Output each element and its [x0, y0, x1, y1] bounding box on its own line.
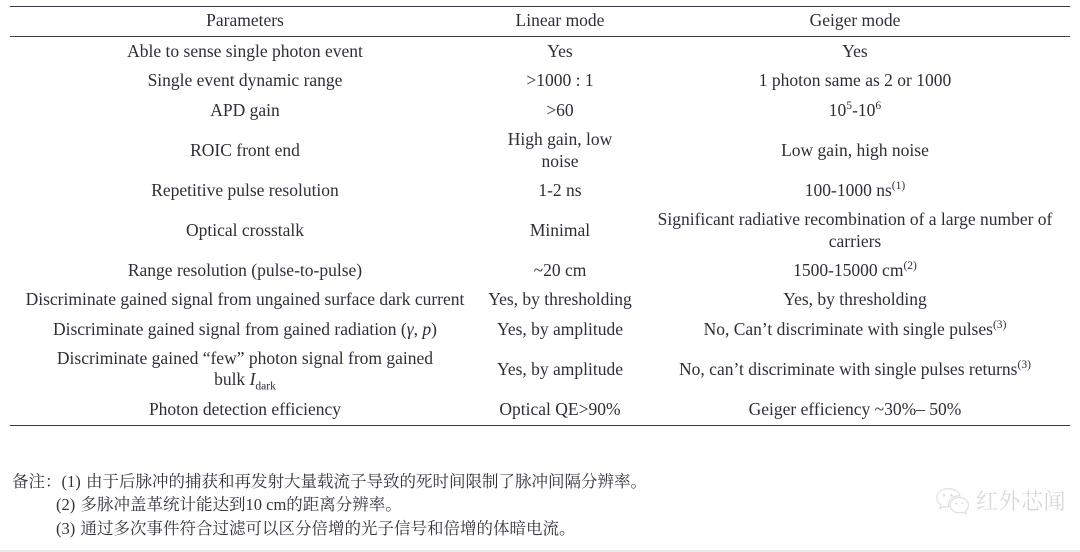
table-row [10, 37, 1070, 67]
geiger-text: 100-1000 ns [804, 179, 892, 200]
footnote-number-2: (2) [56, 495, 76, 515]
table-row [10, 285, 1070, 314]
cell-geiger [640, 344, 1070, 395]
cell-geiger [640, 176, 1070, 205]
param-line-2: bulk [214, 369, 250, 390]
footnote-text-2b: 的距离分辨率。 [286, 495, 402, 515]
symbol-p: p [422, 318, 432, 339]
footnote-text-2a: 多脉冲盖革统计能达到 [80, 495, 246, 515]
cell-parameter: Repetitive pulse resolution [151, 179, 339, 200]
footnote-text-1: 由于后脉冲的捕获和再发射大量载流子导致的死时间限制了脉冲间隔分辨率。 [86, 472, 647, 491]
cell-linear: Minimal [529, 219, 591, 240]
column-header-geiger-mode: Geiger mode [640, 7, 1070, 37]
cell-geiger: Yes, by thresholding [783, 289, 927, 310]
table-header-row [10, 7, 1070, 37]
cell-geiger [640, 96, 1070, 125]
linear-line-2: noise [541, 150, 579, 171]
cell-linear: Yes, by amplitude [496, 318, 624, 339]
table-row [10, 315, 1070, 344]
table-body [10, 37, 1070, 426]
cell-geiger: 1 photon same as 2 or 1000 [758, 70, 952, 91]
footnote-ref-3: (3) [1017, 358, 1031, 371]
column-header-linear-mode: Linear mode [480, 7, 640, 37]
table-row [10, 395, 1070, 426]
param-text-a: Discriminate gained signal from gained radiation ( [52, 318, 407, 339]
comparison-table [10, 6, 1070, 426]
footnote-number-1: (1) [61, 472, 81, 491]
cell-linear [480, 125, 640, 176]
symbol-gamma: γ [406, 318, 414, 339]
cell-geiger: Significant radiative recombination of a large number of carriers [657, 209, 1053, 251]
cell-linear: 1-2 ns [538, 179, 582, 200]
table-row [10, 96, 1070, 125]
cell-parameter: Single event dynamic range [147, 70, 343, 91]
footnote-1 [12, 470, 1068, 493]
cell-linear: Yes [547, 41, 573, 62]
cell-geiger [640, 315, 1070, 344]
linear-line-1: High gain, low [507, 129, 613, 150]
watermark-text: 红外芯闻 [975, 490, 1066, 515]
cell-linear: Yes, by thresholding [488, 289, 632, 310]
geiger-text: 1500-15000 cm [793, 259, 904, 280]
cell-linear: >60 [546, 99, 574, 120]
cell-geiger: Yes [842, 41, 868, 62]
footnote-number-3: (3) [56, 518, 76, 538]
apd-gain-exp-2: 6 [875, 99, 882, 112]
cell-parameter: Optical crosstalk [185, 219, 305, 240]
apd-gain-base-2: 10 [857, 99, 876, 120]
cell-linear: ~20 cm [533, 259, 587, 280]
symbol-current-subscript: dark [255, 380, 276, 393]
cell-geiger: Low gain, high noise [781, 139, 929, 160]
footnote-label: 备注： [12, 472, 62, 491]
cell-parameter: Able to sense single photon event [127, 41, 363, 62]
table-row [10, 344, 1070, 395]
comparison-table-wrap [10, 6, 1070, 426]
geiger-text: No, can’t discriminate with single pulses returns [679, 358, 1018, 379]
param-text-b: , [413, 318, 423, 339]
cell-geiger: Geiger efficiency ~30%– 50% [640, 395, 1070, 426]
cell-linear: >1000 : 1 [526, 70, 594, 91]
cell-parameter [10, 315, 480, 344]
cell-parameter: Range resolution (pulse-to-pulse) [127, 259, 363, 280]
apd-gain-dash: - [852, 99, 858, 120]
table-header [10, 7, 1070, 37]
footnote-3 [12, 517, 1068, 540]
cell-parameter: ROIC front end [190, 139, 300, 160]
symbol-current-i: I [249, 369, 256, 390]
cell-linear: Yes, by amplitude [496, 358, 624, 379]
apd-gain-exp-1: 5 [846, 99, 853, 112]
footnote-2 [12, 493, 1068, 516]
cell-parameter: Photon detection efficiency [10, 395, 480, 426]
table-row [10, 205, 1070, 256]
column-header-parameters: Parameters [10, 7, 480, 37]
cell-parameter [10, 344, 480, 395]
table-row [10, 176, 1070, 205]
param-line-1: Discriminate gained “few” photon signal from gained [56, 347, 434, 368]
cell-linear: Optical QE>90% [480, 395, 640, 426]
footnotes [12, 470, 1068, 540]
cell-geiger [640, 256, 1070, 285]
footnote-ref-1: (1) [891, 180, 906, 193]
table-row [10, 256, 1070, 285]
apd-gain-base-1: 10 [828, 99, 847, 120]
footnote-value-10cm: 10 cm [245, 495, 287, 515]
table-row [10, 125, 1070, 176]
footnote-text-3: 通过多次事件符合过滤可以区分倍增的光子信号和倍增的体暗电流。 [80, 518, 576, 538]
footnote-ref-2: (2) [903, 260, 917, 273]
footnote-ref-3: (3) [992, 318, 1007, 331]
cell-parameter: Discriminate gained signal from ungained surface dark current [25, 289, 465, 310]
param-text-c: ) [431, 318, 437, 339]
table-row [10, 66, 1070, 95]
cell-parameter: APD gain [210, 99, 280, 120]
geiger-text: No, Can’t discriminate with single pulses [703, 318, 993, 339]
